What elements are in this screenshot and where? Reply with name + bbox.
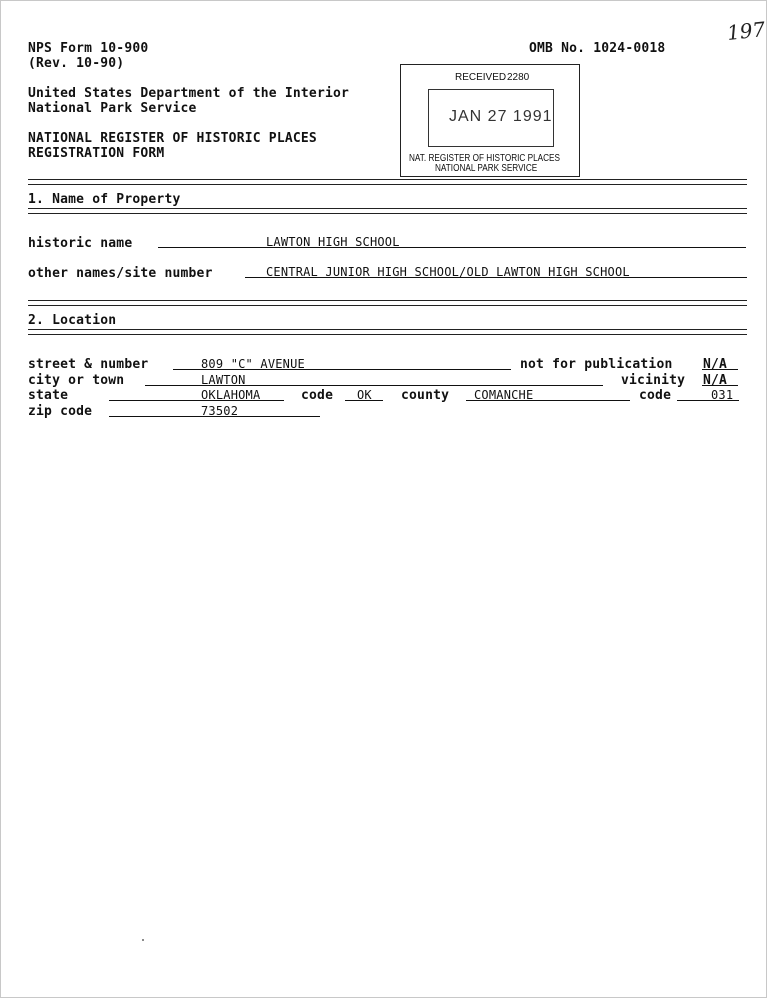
other-names-value[interactable]: CENTRAL JUNIOR HIGH SCHOOL/OLD LAWTON HIGH SCHOOL — [266, 265, 630, 279]
service-name: National Park Service — [28, 101, 197, 116]
zip-value[interactable]: 73502 — [201, 404, 239, 418]
city-label: city or town — [28, 373, 125, 388]
historic-name-label: historic name — [28, 236, 133, 251]
state-code-value[interactable]: OK — [357, 388, 372, 402]
street-value[interactable]: 809 "C" AVENUE — [201, 357, 305, 371]
county-code-value[interactable]: 031 — [711, 388, 734, 402]
section-divider — [28, 208, 747, 214]
section-divider — [28, 300, 747, 306]
scan-speck — [142, 939, 144, 941]
stamp-service-line: NATIONAL PARK SERVICE — [435, 163, 538, 174]
received-stamp — [400, 64, 580, 177]
section-2-heading: 2. Location — [28, 313, 117, 328]
form-number: NPS Form 10-900 — [28, 41, 149, 56]
state-value[interactable]: OKLAHOMA — [201, 388, 261, 402]
stamp-date: JAN 27 1991 — [449, 108, 553, 125]
stamp-register-line: NAT. REGISTER OF HISTORIC PLACES — [409, 153, 560, 164]
county-code-label: code — [639, 388, 672, 403]
other-names-label: other names/site number — [28, 266, 213, 281]
state-code-label: code — [301, 388, 334, 403]
street-label: street & number — [28, 357, 149, 372]
county-label: county — [401, 388, 450, 403]
stamp-received-label: RECEIVED — [455, 72, 507, 83]
not-for-publication-label: not for publication — [520, 357, 673, 372]
zip-label: zip code — [28, 404, 93, 419]
form-title: REGISTRATION FORM — [28, 146, 165, 161]
stamp-date-box — [428, 89, 554, 147]
not-for-publication-value[interactable]: N/A — [703, 357, 728, 372]
historic-name-value[interactable]: LAWTON HIGH SCHOOL — [266, 235, 400, 249]
department-name: United States Department of the Interior — [28, 86, 350, 101]
historic-name-line — [158, 247, 746, 248]
stamp-received-code: 2280 — [507, 72, 530, 83]
section-1-heading: 1. Name of Property — [28, 192, 181, 207]
vicinity-value[interactable]: N/A — [703, 373, 728, 388]
section-divider — [28, 179, 747, 185]
register-title: NATIONAL REGISTER OF HISTORIC PLACES — [28, 131, 317, 146]
section-divider — [28, 329, 747, 335]
handwritten-page-number: 197 — [725, 17, 767, 45]
state-label: state — [28, 388, 69, 403]
county-value[interactable]: COMANCHE — [474, 388, 534, 402]
form-revision: (Rev. 10-90) — [28, 56, 125, 71]
city-value[interactable]: LAWTON — [201, 373, 246, 387]
vicinity-label: vicinity — [621, 373, 686, 388]
omb-number: OMB No. 1024-0018 — [529, 41, 666, 56]
